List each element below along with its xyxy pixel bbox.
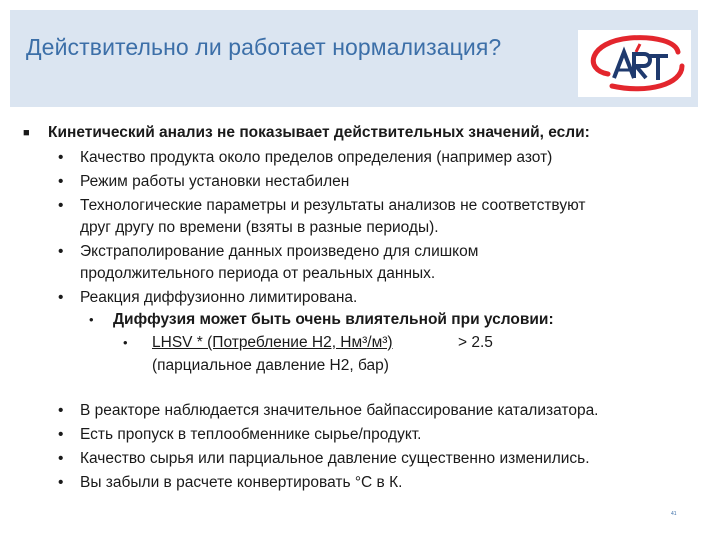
- bullet-item: Режим работы установки нестабилен: [80, 173, 350, 190]
- bullet-item: Качество сырья или парциальное давление существенно изменились.: [80, 450, 590, 467]
- page-number: 41: [671, 511, 677, 517]
- bullet-icon: •: [58, 149, 64, 166]
- bullet-item-continuation: продолжительного периода от реальных данных.: [80, 265, 436, 282]
- bullet-icon: •: [58, 243, 64, 260]
- formula-denominator: (парциальное давление H2, бар): [152, 357, 389, 374]
- bullet-icon: •: [58, 197, 64, 214]
- formula-bullet-icon: •: [123, 335, 128, 350]
- bullet-icon: •: [58, 173, 64, 190]
- art-logo: [578, 30, 691, 97]
- bullet-item: Есть пропуск в теплообменнике сырье/продукт.: [80, 426, 422, 443]
- bullet-icon: •: [58, 402, 64, 419]
- bullet-icon: •: [58, 426, 64, 443]
- bullet-icon: •: [58, 474, 64, 491]
- formula-numerator: LHSV * (Потребление H2, Нм³/м³): [152, 334, 393, 351]
- title-bar: [10, 10, 698, 107]
- bullet-item: Экстраполирование данных произведено для слишком: [80, 243, 479, 260]
- slide-title: Действительно ли работает нормализация?: [26, 34, 502, 60]
- sub-bullet-icon: •: [89, 312, 94, 327]
- sub-bullet-item: Диффузия может быть очень влиятельной при условии:: [113, 311, 554, 328]
- bullet-item: Реакция диффузионно лимитирована.: [80, 289, 358, 306]
- formula-condition: > 2.5: [458, 334, 493, 351]
- slide-body: [0, 122, 720, 522]
- bullet-icon: •: [58, 450, 64, 467]
- bullet-item: Качество продукта около пределов определения (например азот): [80, 149, 553, 166]
- bullet-icon: •: [58, 289, 64, 306]
- square-bullet-icon: ■: [23, 127, 30, 139]
- bullet-item-continuation: друг другу по времени (взяты в разные периоды).: [80, 219, 439, 236]
- bullet-item: В реакторе наблюдается значительное байпассирование катализатора.: [80, 402, 599, 419]
- heading-text: Кинетический анализ не показывает действительных значений, если:: [48, 124, 590, 141]
- bullet-item: Технологические параметры и результаты анализов не соответствуют: [80, 197, 586, 214]
- bullet-item: Вы забыли в расчете конвертировать °С в К.: [80, 474, 403, 491]
